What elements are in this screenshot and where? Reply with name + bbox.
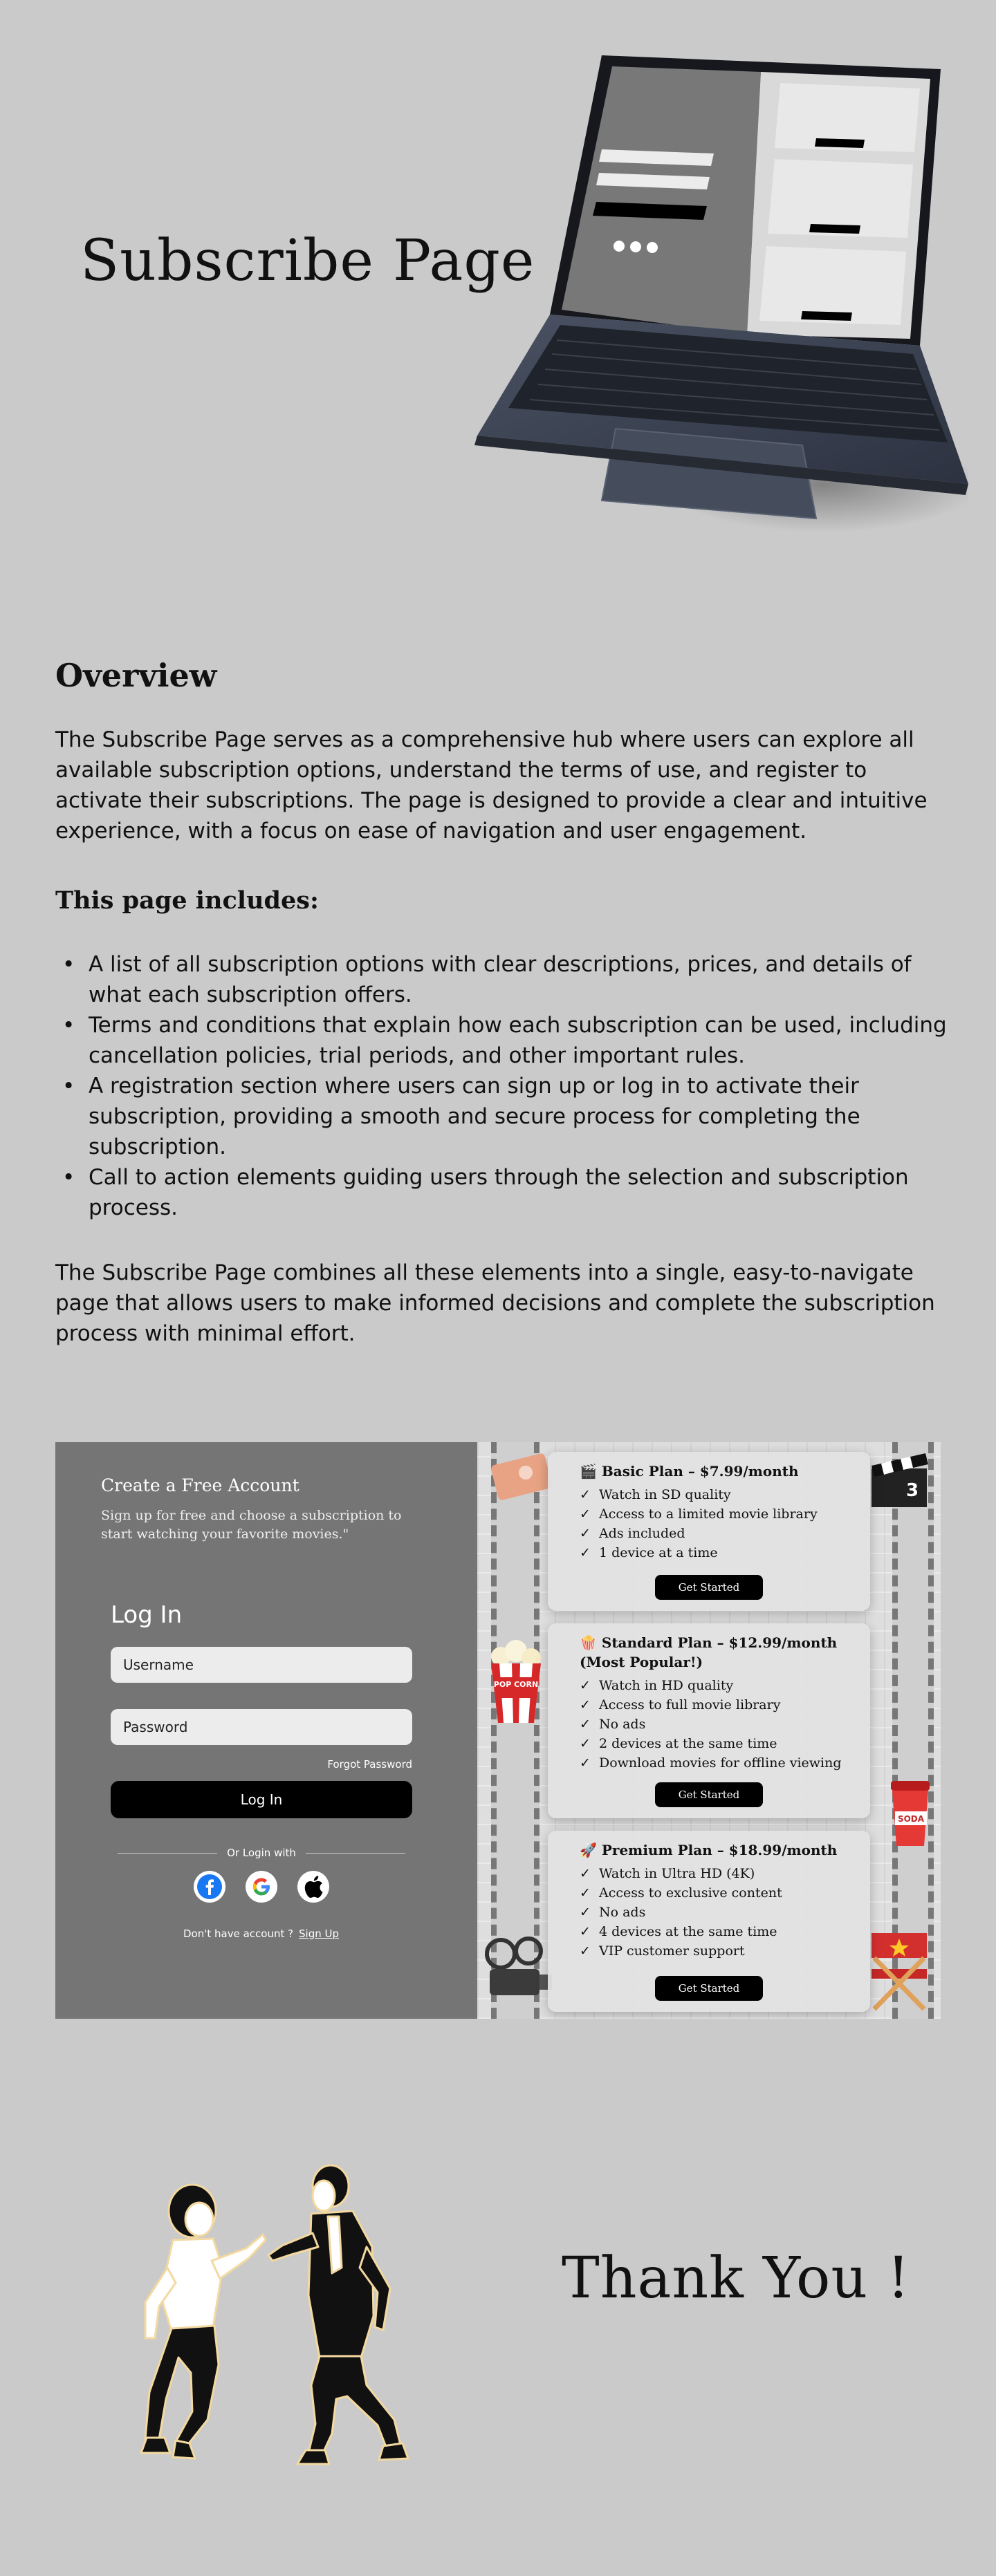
or-login-divider xyxy=(118,1846,405,1860)
dancers-illustration xyxy=(104,2157,429,2475)
soda-label: SODA xyxy=(897,1814,925,1824)
list-item: • A list of all subscription options with clear descriptions, prices, and details of what each subscription offers. xyxy=(55,949,954,1010)
list-item: ✓ Watch in SD quality xyxy=(580,1485,870,1504)
overview-heading: Overview xyxy=(55,657,217,694)
list-item: ✓ Access to exclusive content xyxy=(580,1883,870,1903)
thank-you-text: Thank You ! xyxy=(562,2246,911,2311)
facebook-login-button[interactable] xyxy=(194,1871,225,1903)
plan-card-basic xyxy=(548,1452,870,1611)
overview-closing: The Subscribe Page combines all these elements into a single, easy-to-navigate page that allows users to make informed decisions and complete the subscription process with minimal effort. xyxy=(55,1260,935,1346)
list-item: ✓ Download movies for offline viewing xyxy=(580,1753,870,1773)
popcorn-emoji-icon: 🍿 xyxy=(580,1634,597,1651)
film-strip-decoration xyxy=(491,1442,540,2019)
plan-features xyxy=(580,1485,870,1562)
login-panel xyxy=(55,1442,477,2019)
list-item: ✓ No ads xyxy=(580,1715,870,1734)
list-item: • A registration section where users can sign up or log in to activate their subscription, providing a smooth and secure process for completing the subscription. xyxy=(55,1071,954,1162)
plan-features xyxy=(580,1676,870,1773)
google-icon xyxy=(250,1876,273,1898)
popcorn-icon xyxy=(483,1636,549,1726)
projector-icon xyxy=(480,1933,556,2009)
create-account-subtitle: Sign up for free and choose a subscription to start watching your favorite movies." xyxy=(101,1508,402,1542)
list-item: ✓ No ads xyxy=(580,1903,870,1922)
includes-list xyxy=(55,949,954,1223)
rocket-emoji-icon: 🚀 xyxy=(580,1842,597,1858)
list-item: • Terms and conditions that explain how each subscription can be used, including cancellation policies, trial periods, and other important rules. xyxy=(55,1010,954,1071)
overview-section xyxy=(55,657,954,1349)
plan-card-standard xyxy=(548,1623,870,1818)
plan-title: 🚀 Premium Plan – $18.99/month xyxy=(580,1842,838,1858)
password-input[interactable] xyxy=(111,1709,412,1745)
divider-line xyxy=(118,1853,217,1854)
overview-intro: The Subscribe Page serves as a comprehensive hub where users can explore all available subscription options, understand the terms of use, and register to activate their subscriptions. The page is designed to provide a clear and intuitive experience, with a focus on ease of navigation and user engagement. xyxy=(55,727,928,843)
no-account-text: Don't have account ? xyxy=(183,1928,294,1940)
list-item: ✓ Access to a limited movie library xyxy=(580,1504,870,1524)
hero-title: Subscribe Page xyxy=(80,228,535,294)
create-account-title: Create a Free Account xyxy=(101,1475,299,1495)
sign-up-link[interactable]: Sign Up xyxy=(299,1928,339,1940)
subscribe-screenshot xyxy=(55,1442,941,2019)
list-item: ✓ Access to full movie library xyxy=(580,1695,870,1715)
director-chair-icon xyxy=(865,1926,934,2012)
google-login-button[interactable] xyxy=(246,1871,277,1903)
soda-cup-icon xyxy=(885,1774,937,1850)
list-item: ✓ Watch in Ultra HD (4K) xyxy=(580,1864,870,1883)
plan-card-premium xyxy=(548,1831,870,2012)
clapper-emoji-icon: 🎬 xyxy=(580,1463,597,1480)
ticket-icon xyxy=(490,1452,556,1502)
plan-features xyxy=(580,1864,870,1961)
forgot-password-link[interactable]: Forgot Password xyxy=(327,1758,412,1771)
laptop-mockup-image xyxy=(374,41,968,581)
includes-heading: This page includes: xyxy=(55,886,319,915)
get-started-premium-button[interactable]: Get Started xyxy=(655,1976,763,2001)
popcorn-label: POP CORN xyxy=(493,1680,539,1689)
login-button[interactable]: Log In xyxy=(111,1781,412,1818)
get-started-standard-button[interactable]: Get Started xyxy=(655,1782,763,1807)
social-login-row xyxy=(194,1871,329,1904)
hero-section xyxy=(0,0,996,595)
divider-line xyxy=(306,1853,405,1854)
apple-login-button[interactable] xyxy=(297,1871,329,1903)
or-login-with-label: Or Login with xyxy=(227,1847,296,1859)
list-item: ✓ 1 device at a time xyxy=(580,1543,870,1562)
list-item: ✓ 2 devices at the same time xyxy=(580,1734,870,1753)
facebook-icon xyxy=(196,1874,223,1900)
username-input[interactable] xyxy=(111,1647,412,1683)
plans-panel xyxy=(477,1442,941,2019)
plan-title: 🎬 Basic Plan – $7.99/month xyxy=(580,1463,799,1480)
login-title: Log In xyxy=(111,1601,183,1629)
get-started-basic-button[interactable]: Get Started xyxy=(655,1575,763,1600)
list-item: ✓ Ads included xyxy=(580,1524,870,1543)
thank-you-section xyxy=(0,2129,996,2544)
clapperboard-icon xyxy=(865,1445,934,1511)
list-item: ✓ VIP customer support xyxy=(580,1941,870,1961)
clapper-number: 3 xyxy=(906,1480,919,1501)
apple-icon xyxy=(303,1875,324,1898)
list-item: ✓ Watch in HD quality xyxy=(580,1676,870,1695)
plan-title: 🍿 Standard Plan – $12.99/month (Most Popular!) xyxy=(580,1634,838,1670)
list-item: • Call to action elements guiding users through the selection and subscription process. xyxy=(55,1162,954,1223)
list-item: ✓ 4 devices at the same time xyxy=(580,1922,870,1941)
